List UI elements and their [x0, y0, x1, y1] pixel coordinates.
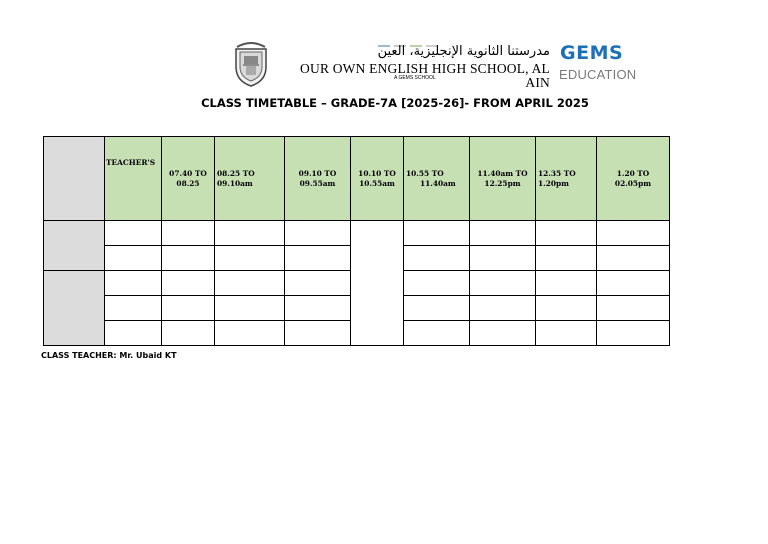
table-cell — [215, 271, 285, 296]
table-cell — [404, 321, 470, 346]
table-cell — [285, 246, 351, 271]
period-end: 09.55am — [299, 178, 336, 188]
table-cell — [285, 321, 351, 346]
table-cell — [285, 296, 351, 321]
period-end: 10.55am — [359, 178, 395, 188]
table-cell — [597, 221, 670, 246]
table-cell — [536, 246, 597, 271]
period-start: 09.10 TO — [298, 168, 337, 178]
table-cell — [215, 321, 285, 346]
period-start: 12.35 TO — [538, 168, 576, 178]
table-cell — [215, 246, 285, 271]
school-name-arabic: مدرستنا الثانوية الإنجليزية، العين — [377, 44, 550, 59]
table-cell — [597, 296, 670, 321]
table-cell — [597, 321, 670, 346]
day-cell — [44, 221, 105, 271]
gems-logo-word: GEMS — [560, 42, 624, 64]
table-cell — [404, 271, 470, 296]
table-cell — [105, 296, 162, 321]
period-header-6 — [470, 137, 536, 221]
table-cell — [105, 221, 162, 246]
table-cell — [470, 271, 536, 296]
table-cell — [105, 271, 162, 296]
period-header-3 — [285, 137, 351, 221]
school-subtitle: A GEMS SCHOOL — [394, 75, 436, 81]
period-start: 10.55 TO — [406, 168, 444, 178]
timetable-header-row — [44, 137, 670, 221]
table-cell — [404, 246, 470, 271]
timetable — [43, 136, 670, 346]
period-end: 12.25pm — [484, 178, 521, 188]
table-cell — [404, 296, 470, 321]
school-name-english: OUR OWN ENGLISH HIGH SCHOOL, AL AIN — [300, 61, 550, 90]
table-cell — [536, 271, 597, 296]
table-cell — [215, 296, 285, 321]
period-start: 10.10 TO — [358, 168, 396, 178]
period-end: 11.40am — [420, 178, 456, 188]
day-cell — [44, 271, 105, 346]
table-cell — [536, 221, 597, 246]
period-header-8 — [597, 137, 670, 221]
period-header-7 — [536, 137, 597, 221]
table-cell — [536, 296, 597, 321]
table-cell — [536, 321, 597, 346]
corner-cell — [44, 137, 105, 221]
period-end: 1.20pm — [538, 178, 569, 188]
period-end: 08.25 — [176, 178, 200, 188]
table-cell — [215, 221, 285, 246]
table-cell — [162, 221, 215, 246]
class-teacher-label: CLASS TEACHER: Mr. Ubaid KT — [41, 351, 177, 360]
table-cell — [105, 321, 162, 346]
table-cell — [470, 221, 536, 246]
period-start: 11.40am TO — [477, 168, 528, 178]
school-crest-logo — [231, 41, 271, 87]
period-start: 1.20 TO — [616, 168, 650, 178]
period-header-1 — [162, 137, 215, 221]
table-cell — [162, 321, 215, 346]
period-header-2 — [215, 137, 285, 221]
table-cell — [470, 246, 536, 271]
table-row — [44, 221, 670, 246]
table-cell — [404, 221, 470, 246]
table-cell — [597, 271, 670, 296]
table-cell — [162, 296, 215, 321]
table-cell — [162, 271, 215, 296]
table-cell — [597, 246, 670, 271]
page-title: CLASS TIMETABLE – GRADE-7A [2025-26]- FROM APRIL 2025 — [201, 96, 589, 110]
period-end: 09.10am — [217, 178, 253, 188]
table-cell — [105, 246, 162, 271]
period-start: 07.40 TO — [169, 168, 207, 178]
table-cell — [162, 246, 215, 271]
period-end: 02.05pm — [614, 178, 652, 188]
period-header-4 — [351, 137, 404, 221]
table-cell — [285, 271, 351, 296]
table-cell — [470, 321, 536, 346]
period-header-5 — [404, 137, 470, 221]
table-cell — [285, 221, 351, 246]
break-column-cell — [351, 221, 404, 346]
table-cell — [470, 296, 536, 321]
teacher-column-header: TEACHER'S — [105, 137, 162, 221]
gems-logo-tagline: EDUCATION — [559, 67, 637, 82]
period-start: 08.25 TO — [217, 168, 255, 178]
